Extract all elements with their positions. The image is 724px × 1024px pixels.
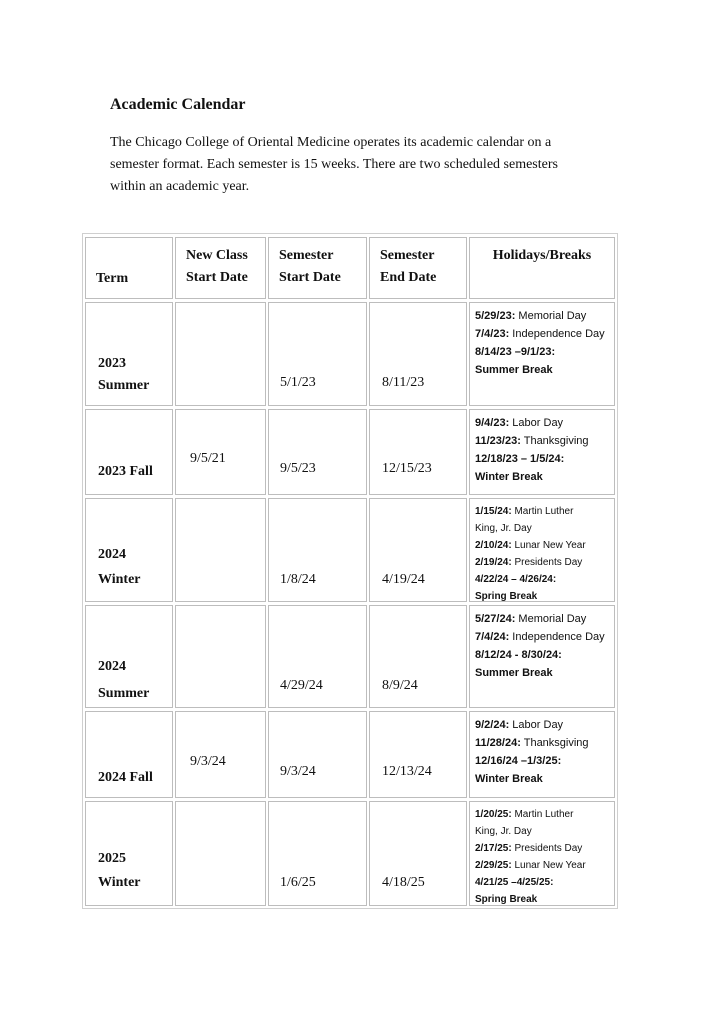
holiday-name: King, Jr. Day [475, 826, 532, 837]
holiday-line [475, 716, 612, 734]
holiday-date: 9/4/23: [475, 417, 510, 429]
holiday-line [475, 770, 612, 788]
holiday-date: Spring Break [475, 591, 538, 602]
holiday-line [475, 610, 612, 628]
new-class-cell [175, 605, 266, 708]
intro-paragraph [110, 132, 630, 198]
term-label: 2023 [98, 356, 126, 371]
term-label: Winter [98, 572, 141, 587]
new-class-cell [175, 498, 266, 602]
holiday-line [475, 734, 612, 752]
sem-start-cell [268, 498, 367, 602]
holiday-line [475, 571, 612, 588]
date-value: 12/13/24 [382, 764, 432, 779]
term-cell [85, 498, 173, 602]
holiday-line [475, 840, 612, 857]
header-label: Semester [279, 248, 334, 263]
holiday-name: Thanksgiving [520, 737, 589, 749]
holiday-line [475, 325, 612, 343]
holiday-line [475, 450, 612, 468]
date-value: 1/8/24 [280, 572, 316, 587]
term-cell [85, 605, 173, 708]
holiday-name: Labor Day [509, 719, 564, 731]
term-label: Summer [98, 686, 150, 701]
holiday-date: 2/10/24: [475, 540, 512, 551]
holiday-date: 12/16/24 –1/3/25: [475, 755, 562, 767]
holiday-line [475, 432, 612, 450]
holiday-line [475, 646, 612, 664]
holiday-date: Spring Break [475, 894, 538, 905]
holiday-line [475, 520, 612, 537]
holiday-line [475, 554, 612, 571]
holiday-name: Lunar New Year [511, 540, 586, 551]
header-label: End Date [380, 270, 437, 285]
term-cell [85, 801, 173, 906]
holiday-line [475, 414, 612, 432]
new-class-cell [175, 711, 266, 798]
sem-end-cell [369, 711, 467, 798]
holiday-date: 4/22/24 – 4/26/24: [475, 574, 557, 585]
header-label: Semester [380, 248, 435, 263]
holiday-date: 2/19/24: [475, 557, 512, 568]
new-class-cell [175, 409, 266, 495]
holiday-name: Thanksgiving [520, 435, 589, 447]
holiday-line [475, 361, 612, 379]
term-label: 2024 [98, 659, 126, 674]
holidays-cell [469, 711, 615, 798]
holiday-date: 1/20/25: [475, 809, 512, 820]
holiday-line [475, 307, 612, 325]
holiday-date: 1/15/24: [475, 506, 512, 517]
date-value: 9/3/24 [280, 764, 316, 779]
holiday-date: 5/29/23: [475, 310, 516, 322]
holiday-line [475, 857, 612, 874]
header-new-class-start [175, 237, 266, 299]
date-value: 1/6/25 [280, 875, 316, 890]
holiday-date: 8/14/23 –9/1/23: [475, 346, 556, 358]
date-value: 5/1/23 [280, 375, 316, 390]
holiday-date: 11/28/24: [475, 737, 521, 749]
term-label: Winter [98, 875, 141, 890]
date-value: 4/18/25 [382, 875, 425, 890]
term-label: 2025 [98, 851, 126, 866]
holiday-date: Winter Break [475, 773, 543, 785]
holiday-line [475, 664, 612, 682]
holiday-date: 2/29/25: [475, 860, 512, 871]
holiday-name: Lunar New Year [511, 860, 586, 871]
header-label: Holidays/Breaks [492, 248, 592, 263]
date-value: 9/3/24 [190, 754, 226, 769]
header-label: Start Date [279, 270, 341, 285]
holiday-date: 11/23/23: [475, 435, 521, 447]
header-label: New Class [186, 248, 248, 263]
date-value: 8/9/24 [382, 678, 418, 693]
sem-start-cell [268, 801, 367, 906]
term-cell [85, 302, 173, 406]
header-semester-start [268, 237, 367, 299]
academic-calendar-table [82, 233, 618, 909]
holiday-date: 7/4/24: [475, 631, 510, 643]
holiday-date: 5/27/24: [475, 613, 516, 625]
holiday-line [475, 537, 612, 554]
holiday-line [475, 628, 612, 646]
sem-start-cell [268, 605, 367, 708]
holidays-cell [469, 801, 615, 906]
holiday-line [475, 823, 612, 840]
holiday-date: 9/2/24: [475, 719, 510, 731]
header-term-label: Term [96, 271, 129, 286]
header-label: Start Date [186, 270, 248, 285]
holiday-name: Presidents Day [511, 843, 583, 854]
term-cell [85, 711, 173, 798]
header-term [85, 237, 173, 299]
holiday-name: Independence Day [509, 631, 605, 643]
holiday-name: Martin Luther [511, 809, 574, 820]
intro-line: semester format. Each semester is 15 weeks. There are two scheduled semesters [110, 157, 558, 172]
term-label: 2023 Fall [98, 464, 153, 479]
holiday-line [475, 752, 612, 770]
term-label: Summer [98, 378, 150, 393]
holiday-line [475, 503, 612, 520]
holiday-date: Summer Break [475, 364, 553, 376]
holiday-date: 2/17/25: [475, 843, 512, 854]
term-cell [85, 409, 173, 495]
date-value: 4/19/24 [382, 572, 425, 587]
holiday-name: Labor Day [509, 417, 564, 429]
sem-start-cell [268, 409, 367, 495]
sem-end-cell [369, 409, 467, 495]
date-value: 8/11/23 [382, 375, 425, 390]
date-value: 12/15/23 [382, 461, 432, 476]
holiday-date: 4/21/25 –4/25/25: [475, 877, 554, 888]
intro-line: The Chicago College of Oriental Medicine operates its academic calendar on a [110, 135, 552, 150]
holiday-line [475, 891, 612, 908]
date-value: 4/29/24 [280, 678, 323, 693]
header-semester-end [369, 237, 467, 299]
holiday-line [475, 806, 612, 823]
sem-start-cell [268, 302, 367, 406]
holiday-name: Martin Luther [511, 506, 574, 517]
header-holidays [469, 237, 615, 299]
intro-line: within an academic year. [110, 179, 250, 194]
term-label: 2024 [98, 547, 126, 562]
holiday-date: Summer Break [475, 667, 553, 679]
holiday-line [475, 588, 612, 605]
holiday-name: Presidents Day [511, 557, 583, 568]
term-label: 2024 Fall [98, 770, 153, 785]
new-class-cell [175, 302, 266, 406]
holiday-name: Memorial Day [515, 310, 587, 322]
sem-end-cell [369, 801, 467, 906]
holiday-line [475, 343, 612, 361]
holiday-date: 12/18/23 – 1/5/24: [475, 453, 565, 465]
holidays-cell [469, 302, 615, 406]
holiday-line [475, 468, 612, 486]
holiday-name: Memorial Day [515, 613, 587, 625]
page-title: Academic Calendar [110, 96, 246, 113]
holiday-date: 8/12/24 - 8/30/24: [475, 649, 562, 661]
date-value: 9/5/23 [280, 461, 316, 476]
holiday-line [475, 874, 612, 891]
holiday-name: King, Jr. Day [475, 523, 532, 534]
holiday-date: 7/4/23: [475, 328, 510, 340]
date-value: 9/5/21 [190, 451, 226, 466]
holidays-cell [469, 605, 615, 708]
holiday-date: Winter Break [475, 471, 543, 483]
sem-start-cell [268, 711, 367, 798]
sem-end-cell [369, 302, 467, 406]
holidays-cell [469, 498, 615, 602]
holidays-cell [469, 409, 615, 495]
new-class-cell [175, 801, 266, 906]
holiday-name: Independence Day [509, 328, 605, 340]
sem-end-cell [369, 498, 467, 602]
sem-end-cell [369, 605, 467, 708]
